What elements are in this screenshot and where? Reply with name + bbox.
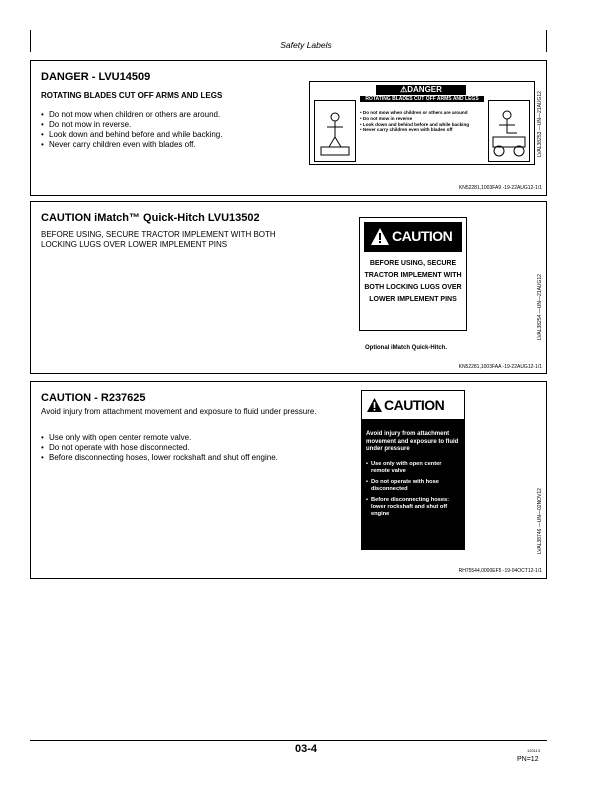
caution-label-item: • Do not operate with hose disconnected [366,479,462,493]
mower-warning-pictogram-left [314,100,356,162]
caution-label-item: • Before disconnecting hoses: lower rockshaft and shut off engine [366,497,462,518]
section-title: CAUTION - R237625 [41,392,146,404]
bullet-item: • Use only with open center remote valve. [41,433,291,443]
danger-lvu14509-section [30,60,547,196]
warning-triangle-icon [370,227,390,246]
caution-banner-text: CAUTION [384,397,445,413]
danger-safety-label-image [309,81,535,165]
figure-caption: Optional iMatch Quick-Hitch. [365,345,448,351]
footer-pn: PN=12 [517,756,539,763]
footer-rule [30,740,547,741]
bullet-item: • Look down and behind before and while backing. [41,130,291,140]
section-text: BEFORE USING, SECURE TRACTOR IMPLEMENT WITH BOTH LOCKING LUGS OVER LOWER IMPLEMENT PINS [41,230,276,249]
reference-code: KN52281,1003FAA -19-22AUG12-1/1 [458,364,542,370]
bullet-item: • Never carry children even with blades off. [41,140,291,150]
bullet-item: • Do not operate with hose disconnected. [41,443,291,453]
danger-label-line: • Look down and behind before and while backing [360,121,470,127]
bullet-item: • Before disconnecting hoses, lower rockshaft and shut off engine. [41,453,291,463]
label-side-code: LVAL38253 —UN—21AUG12 [537,91,543,157]
footer-code: 120113 [527,748,541,753]
section-text: Avoid injury from attachment movement and exposure to fluid under pressure. [41,407,317,416]
danger-label-lines [360,110,484,133]
section-title: DANGER - LVU14509 [41,71,151,83]
bullet-list [41,110,291,150]
caution-banner [361,390,465,420]
danger-label-heading: ROTATING BLADES CUT OFF ARMS AND LEGS [360,96,484,102]
page-number: 03-4 [294,743,318,755]
mower-warning-pictogram-right [488,100,530,162]
reference-code: RH75544,0000EF5 -19-04OCT12-1/1 [458,568,542,574]
danger-label-line: • Never carry children even with blades off [360,127,453,133]
page-header-title: Safety Labels [280,40,332,50]
bullet-item: • Do not mow when children or others are around. [41,110,291,120]
caution-imatch-label-image [359,217,467,331]
caution-label-item: • Use only with open center remote valve [366,461,462,475]
label-side-code: LVAL38254 —UN—21AUG12 [537,274,543,340]
danger-label-line: • Do not mow when children or others are around [360,110,468,115]
reference-code: KN52281,1003FA9 -19-22AUG12-1/1 [458,185,542,191]
caution-banner [364,222,462,252]
danger-label-line: • Do not mow in reverse [360,115,413,121]
section-title: CAUTION iMatch™ Quick-Hitch LVU13502 [41,212,260,224]
bullet-list [41,433,291,463]
label-side-code: LVAL38746 —UN—02NOV12 [537,488,543,554]
danger-banner: ⚠DANGER [376,85,466,95]
bullet-item: • Do not mow in reverse. [41,120,291,130]
caution-banner-text: CAUTION [392,228,453,244]
caution-r237625-section [30,381,547,579]
section-subtitle: ROTATING BLADES CUT OFF ARMS AND LEGS [41,91,223,100]
caution-label-items [366,461,462,522]
caution-imatch-section [30,201,547,374]
caution-label-intro: Avoid injury from attachment movement and exposure to fluid under pressure [366,431,459,452]
caution-r237625-label-image [361,390,465,550]
caution-label-body: BEFORE USING, SECURE TRACTOR IMPLEMENT WITH BOTH LOCKING LUGS OVER LOWER IMPLEMENT PINS [364,260,462,303]
warning-triangle-icon [366,397,383,413]
